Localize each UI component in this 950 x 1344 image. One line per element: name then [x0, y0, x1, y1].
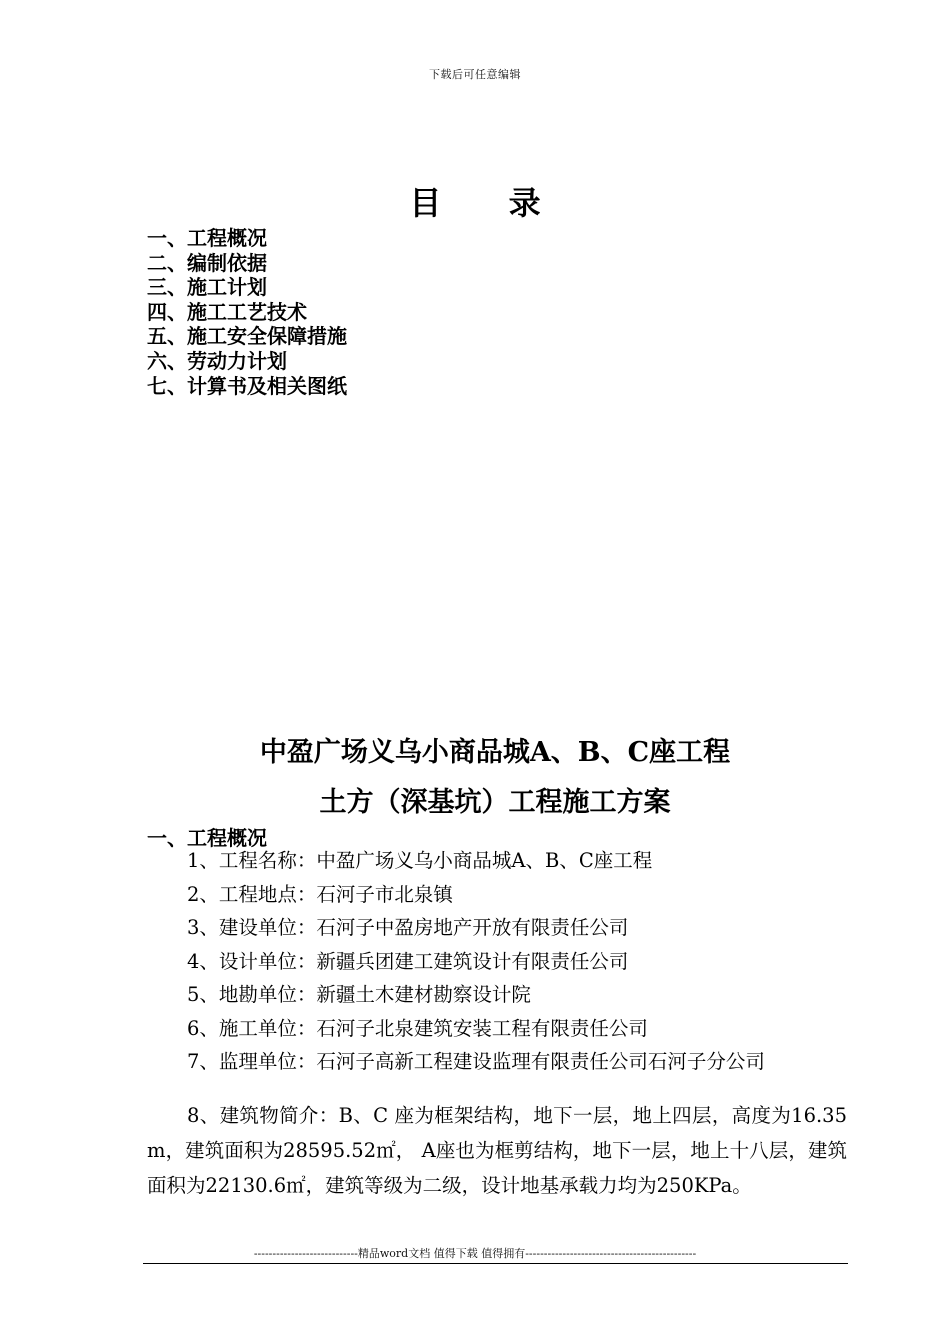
building-description-paragraph: 8、建筑物简介：B、C 座为框架结构，地下一层，地上四层，高度为16.35m，建筑面积为28595.52㎡， A座也为框剪结构，地下一层，地上十八层，建筑面积为22130.6㎡，建筑等级为二级，设计地基承载力均为250KPa。 [147, 1103, 847, 1197]
section-heading: 一、工程概况 [147, 826, 267, 850]
project-info-item: 5、地勘单位：新疆土木建材勘察设计院 [187, 983, 531, 1006]
project-info-item: 2、工程地点：石河子市北泉镇 [187, 882, 453, 906]
project-info-list [147, 844, 849, 1079]
toc-item: 四、施工工艺技术 [147, 299, 307, 324]
toc-item: 二、编制依据 [147, 250, 267, 275]
footer-note: ----------------------------精品word文档 值得下载 值得拥有---------------------------------------------- [253, 1247, 697, 1260]
toc-item: 一、工程概况 [147, 226, 267, 250]
project-info-item: 4、设计单位：新疆兵团建工建筑设计有限责任公司 [187, 949, 629, 973]
document-title-line1: 中盈广场义乌小商品城A、B、C座工程 [259, 737, 731, 768]
project-info-item: 1、工程名称：中盈广场义乌小商品城A、B、C座工程 [187, 849, 653, 872]
footer-rule [143, 1263, 848, 1264]
toc-item: 三、施工计划 [147, 275, 267, 300]
document-title-line2: 土方（深基坑）工程施工方案 [319, 787, 671, 818]
toc-title: 目 录 [409, 184, 569, 222]
toc-item: 七、计算书及相关图纸 [147, 373, 347, 398]
project-info-item: 7、监理单位：石河子高新工程建设监理有限责任公司石河子分公司 [187, 1050, 765, 1073]
toc-item: 六、劳动力计划 [147, 348, 287, 373]
toc-list [147, 226, 347, 398]
project-info-item: 6、施工单位：石河子北泉建筑安装工程有限责任公司 [187, 1016, 648, 1040]
project-info-item: 3、建设单位：石河子中盈房地产开放有限责任公司 [187, 916, 629, 939]
toc-item: 五、施工安全保障措施 [147, 324, 347, 349]
header-note: 下载后可任意编辑 [429, 68, 521, 81]
